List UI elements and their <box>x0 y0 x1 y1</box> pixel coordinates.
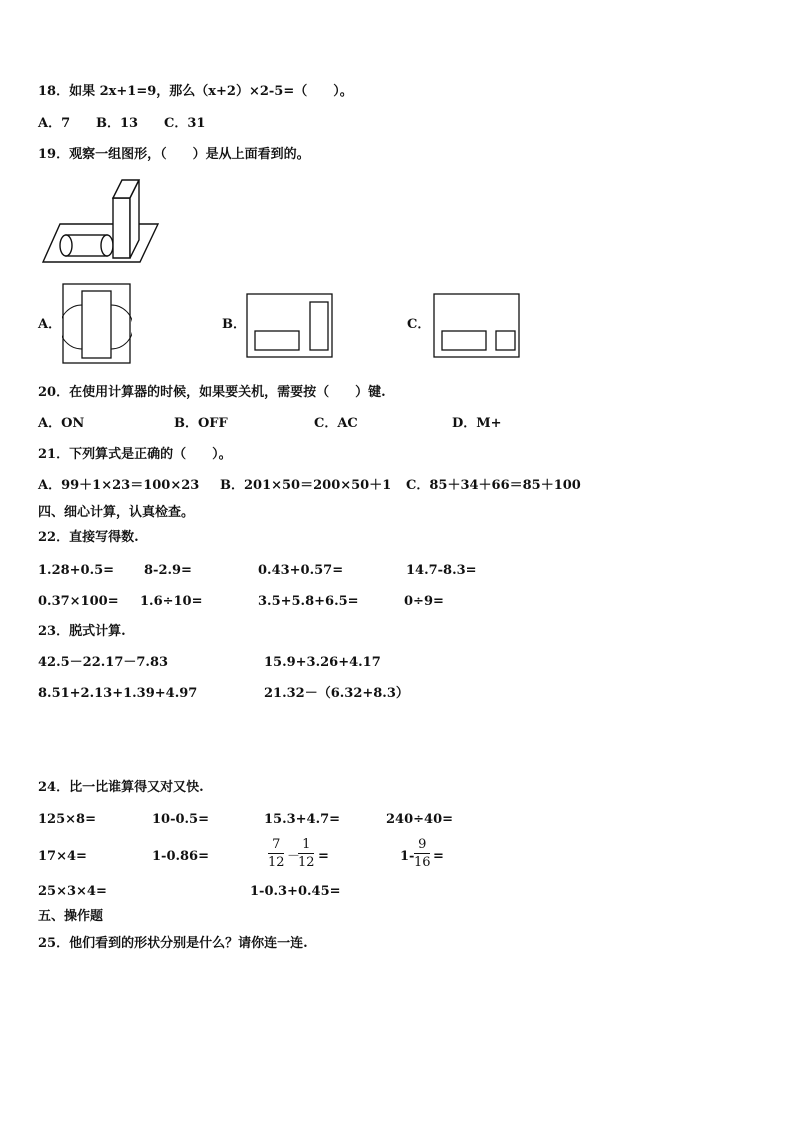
q18-option-a: A．7 <box>38 116 71 131</box>
q20-option-a: A．ON <box>38 416 85 431</box>
q18-option-b: B．13 <box>96 116 139 131</box>
option-a-view <box>62 283 132 365</box>
q20-stem: 20．在使用计算器的时候，如果要关机，需要按（ ）键. <box>38 385 386 400</box>
q20-option-b: B．OFF <box>174 416 228 431</box>
q20-option-d: D．M+ <box>452 416 502 431</box>
fraction-numerator: 1 <box>302 837 311 852</box>
q24-item: 1-0.86= <box>152 849 209 864</box>
q18-stem: 18．如果 2x+1=9，那么（x+2）×2-5=（ ）。 <box>38 84 353 99</box>
q24-item: 25×3×4= <box>38 884 107 899</box>
q24-item: 17×4= <box>38 849 87 864</box>
q23-item: 15.9+3.26+4.17 <box>264 655 381 670</box>
option-b-view <box>246 293 334 359</box>
q23-item: 42.5－22.17－7.83 <box>38 655 169 670</box>
q22-item: 0÷9= <box>404 594 444 609</box>
q18-option-c: C．31 <box>164 116 206 131</box>
q24-item: 15.3+4.7= <box>264 812 341 827</box>
solid-figure-illustration <box>40 176 164 266</box>
q21-stem: 21．下列算式是正确的（ ）。 <box>38 447 232 462</box>
q19-stem: 19．观察一组图形，（ ）是从上面看到的。 <box>38 147 310 162</box>
fraction-1-12 <box>298 837 315 870</box>
q22-item: 1.28+0.5= <box>38 563 115 578</box>
q24-item: 240÷40= <box>386 812 454 827</box>
q23-item: 8.51+2.13+1.39+4.97 <box>38 686 198 701</box>
fraction-numerator: 9 <box>418 837 427 852</box>
q22-item: 14.7-8.3= <box>406 563 477 578</box>
fraction-denominator: 12 <box>298 855 315 870</box>
equals-sign: = <box>433 849 444 864</box>
q22-stem: 22．直接写得数. <box>38 530 139 545</box>
q24-item: 125×8= <box>38 812 96 827</box>
one-minus-prefix: 1- <box>400 849 415 864</box>
equals-sign: = <box>318 849 329 864</box>
q23-stem: 23．脱式计算. <box>38 624 126 639</box>
q21-option-c: C．85＋34＋66＝85＋100 <box>406 478 581 493</box>
q19-label-a: A． <box>38 317 62 332</box>
q25-stem: 25．他们看到的形状分别是什么？请你连一连. <box>38 936 308 951</box>
option-c-view <box>433 293 521 359</box>
fraction-9-16 <box>414 837 431 870</box>
q19-label-b: B． <box>222 317 246 332</box>
fraction-denominator: 12 <box>268 855 285 870</box>
q22-item: 1.6÷10= <box>140 594 203 609</box>
q24-stem: 24．比一比谁算得又对又快. <box>38 780 204 795</box>
fraction-7-12 <box>268 837 285 870</box>
q23-item: 21.32－（6.32+8.3） <box>264 686 409 701</box>
section-4-title: 四、细心计算，认真检查。 <box>38 505 195 520</box>
fraction-denominator: 16 <box>414 855 431 870</box>
q21-option-a: A．99＋1×23＝100×23 <box>38 478 200 493</box>
q19-label-c: C． <box>407 317 431 332</box>
q22-item: 0.37×100= <box>38 594 119 609</box>
q22-item: 8-2.9= <box>144 563 192 578</box>
q21-option-b: B．201×50＝200×50＋1 <box>220 478 392 493</box>
q20-option-c: C．AC <box>314 416 358 431</box>
minus-sign: － <box>287 849 301 864</box>
section-5-title: 五、操作题 <box>38 909 104 924</box>
fraction-numerator: 7 <box>272 837 281 852</box>
q22-item: 3.5+5.8+6.5= <box>258 594 359 609</box>
q24-item: 1-0.3+0.45= <box>250 884 341 899</box>
q24-item: 10-0.5= <box>152 812 209 827</box>
q22-item: 0.43+0.57= <box>258 563 344 578</box>
